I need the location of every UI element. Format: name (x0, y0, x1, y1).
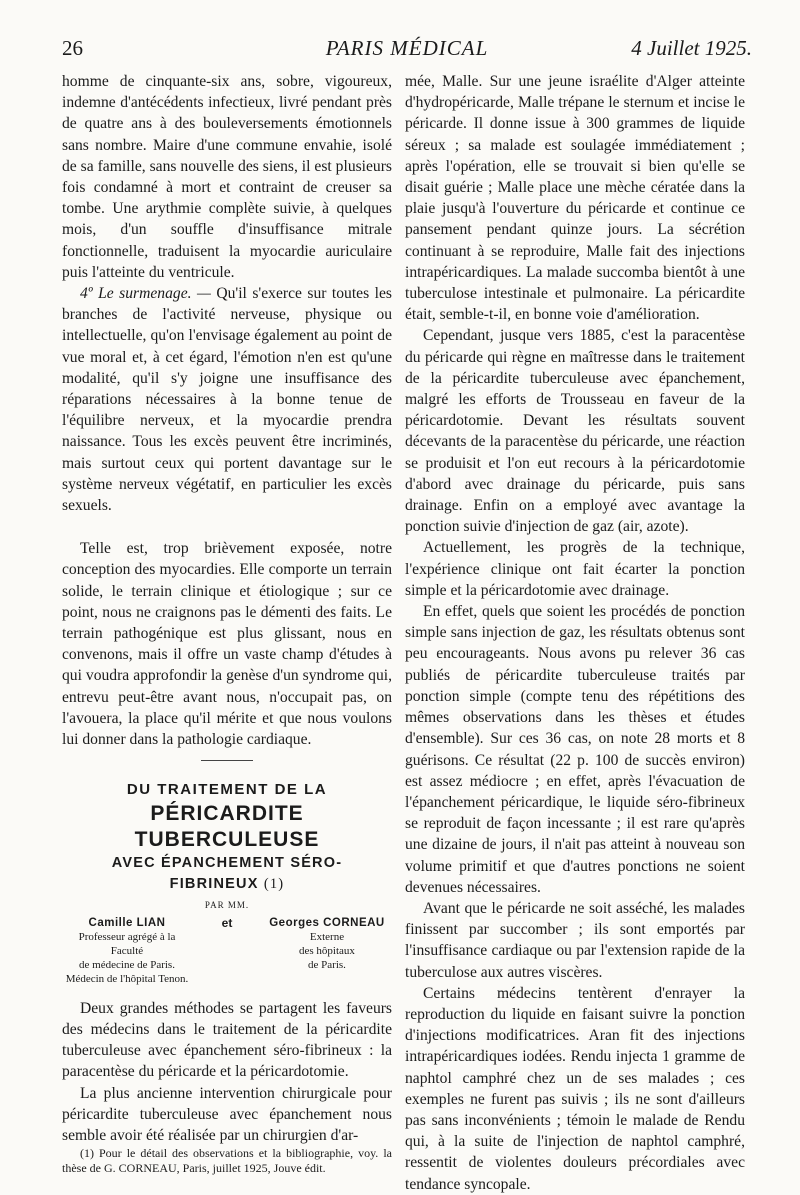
article-title-line: DU TRAITEMENT DE LA (126, 781, 328, 799)
author-conjunction: et (221, 915, 233, 930)
paragraph (62, 283, 392, 516)
author-affiliation: Médecin de l'hôpital Tenon. (65, 972, 189, 985)
paragraph: Deux grandes méthodes se partagent les faveurs des médecins dans le traitement de la péricardite tuberculeuse avec épanchement séro-fibrineux : la paracentèse du péricarde et la péricardotomie. (62, 999, 392, 1081)
paragraph-text: Qu'il s'exerce sur toutes les branches de l'activité nerveuse, physique ou intellectuelle, qu'on l'envisage également au point de vue moral et, à cet égard, l'émotion n'en est qu'une modalité, qu'il s'y joigne une insuffisance des réparations nécessaires à la bonne tenue de l'équilibre nerveux, et la myocardie prendra naissance. Tous les excès peuvent être incriminés, mais surtout ceux qui portent davantage sur le système nerveux végétatif, en particulier les excès sexuels. (62, 285, 392, 515)
article-title-line: PÉRICARDITE (150, 801, 304, 825)
paragraph: Certains médecins tentèrent d'enrayer la reproduction du liquide en faisant suivre la ponction d'injections modificatrices. Aran fit des injections intrapéricardiques iodées. Rendu injecta 1 gramme de naphtol camphré chez un de ses malades ; ces exemples ne furent pas suivis ; ils ne sont d'ailleurs pas sans inconvénients ; témoin le malade de Rendu qui, à la suite de l'injection de naphtol camphré, ressentit de violentes douleurs précordiales avec tendance syncopale. (405, 984, 745, 1193)
article-title-line (62, 874, 392, 895)
author-name: Camille LIAN (88, 916, 166, 929)
author-corneau (262, 916, 392, 972)
page-header (62, 36, 752, 66)
article-title-line: TUBERCULEUSE (134, 827, 320, 851)
article-heading (62, 779, 392, 985)
section-divider (201, 760, 253, 761)
paragraph: Actuellement, les progrès de la technique, l'expérience clinique ont fait écarter la ponction simple et la péricardotomie avec drainage. (405, 539, 745, 599)
right-column (405, 71, 745, 1195)
author-affiliation: de Paris. (308, 958, 346, 971)
footnote: (1) Pour le détail des observations et la bibliographie, voy. la thèse de G. CORNEAU, Paris, juillet 1925, Jouve édit. (62, 1146, 392, 1176)
section-label: 4º Le surmenage. — (80, 285, 211, 303)
author-affiliation: des hôpitaux (299, 944, 355, 957)
journal-title: PARIS MÉDICAL (325, 36, 489, 60)
footnote-ref: (1) (263, 875, 285, 892)
paragraph: Avant que le péricarde ne soit asséché, les malades finissent par succomber ; ils sont emportés par l'insuffisance cardiaque ou par l'extension rapide de la tuberculose aux autres viscères. (405, 899, 745, 981)
paragraph: Telle est, trop brièvement exposée, notre conception des myocardies. Elle comporte un terrain solide, le terrain clinique et étiologique ; sur ce point, nous ne craignons pas le démenti des faits. Le terrain pathogénique est plus glissant, nous en convenons, mais il offre un vaste champ d'études à qui voudra approfondir la genèse d'un syndrome qui, entrevu peut-être avant nous, n'occupait pas, on l'avouera, la place qu'il mérite et que nous voulons lui donner dans la pathologie cardiaque. (62, 540, 392, 749)
paragraph: La plus ancienne intervention chirurgicale pour péricardite tuberculeuse avec épanchement nous semble avoir été réalisée par un chirurgien d'ar- (62, 1084, 392, 1144)
author-affiliation: Externe (309, 930, 345, 943)
author-lian (62, 916, 192, 986)
page-number: 26 (62, 36, 83, 60)
left-column (62, 71, 392, 1176)
paragraph: mée, Malle. Sur une jeune israélite d'Alger atteinte d'hydropéricarde, Malle trépane le sternum et incise le péricarde. Il donne issue à 300 grammes de liquide séreux ; sa malade est soulagée immédiatement ; après l'opération, elle se trouvait si bien qu'elle se disait guérie ; Malle place une mèche cératée dans la plaie jusqu'à l'ouverture du péricarde et continue ce pansement pendant quinze jours. La sécrétion continuant à se reproduire, Malle fait des injections intrapéricardiques. La malade succomba bientôt à une tuberculose intestinale et pulmonaire. La péricardite était, semble-t-il, en bonne voie d'amélioration. (405, 73, 745, 324)
authors (62, 916, 392, 986)
author-affiliation: Professeur agrégé à la Faculté (78, 930, 176, 957)
paragraph: En effet, quels que soient les procédés de ponction simple sans injection de gaz, les résultats obtenus sont peu encourageants. Nous avons pu relever 36 cas publiés de péricardite tuberculeuse traités par ponction simple (compte tenu des répétitions des mêmes observations dans les thèses et études d'ensemble). Sur ces 36 cas, on note 28 morts et 8 guérisons. Ce résultat (22 p. 100 de succès environ) est assez médiocre ; en effet, après l'évacuation de l'épanchement péricardique, le liquide séro-fibrineux se reproduit de façon incessante ; il est rare qu'après une dizaine de jours, il n'ait pas atteint à nouveau son volume primitif et que d'autres ponctions ne soient devenues nécessaires. (405, 603, 745, 896)
issue-date: 4 Juillet 1925. (631, 36, 752, 60)
author-affiliation: de médecine de Paris. (79, 958, 175, 971)
author-name: Georges CORNEAU (269, 916, 385, 929)
paragraph: homme de cinquante-six ans, sobre, vigoureux, indemne d'antécédents infectieux, livré pendant près de quatre ans à des bouleversements émotionnels sans nombre. Maire d'une commune envahie, isolé de sa famille, sans nouvelle des siens, il est plusieurs fois condamné à mort et contraint de creuser sa tombe. Une arythmie complète suivie, à quelques mois, d'un souffle d'insuffisance mitrale fonctionnelle, traduisent la myocardie auriculaire puis l'atteinte du ventricule. (62, 73, 392, 281)
article-title-word: FIBRINEUX (169, 875, 259, 892)
byline-par: PAR MM. (204, 899, 250, 910)
paragraph: Cependant, jusque vers 1885, c'est la paracentèse du péricarde qui règne en maîtresse dans le traitement de la péricardite tuberculeuse avec épanchement, malgré les efforts de Trousseau en faveur de la péricardotomie. Devant les résultats souvent décevants de la paracentèse du péricarde, une réaction se produisit et l'on eut recours à la péricardotomie d'abord avec drainage du péricarde, puis sans drainage. Enfin on a employé avec avantage la ponction suivie d'injection de gaz (air, azote). (405, 327, 745, 536)
article-title-line: AVEC ÉPANCHEMENT SÉRO- (111, 854, 343, 871)
